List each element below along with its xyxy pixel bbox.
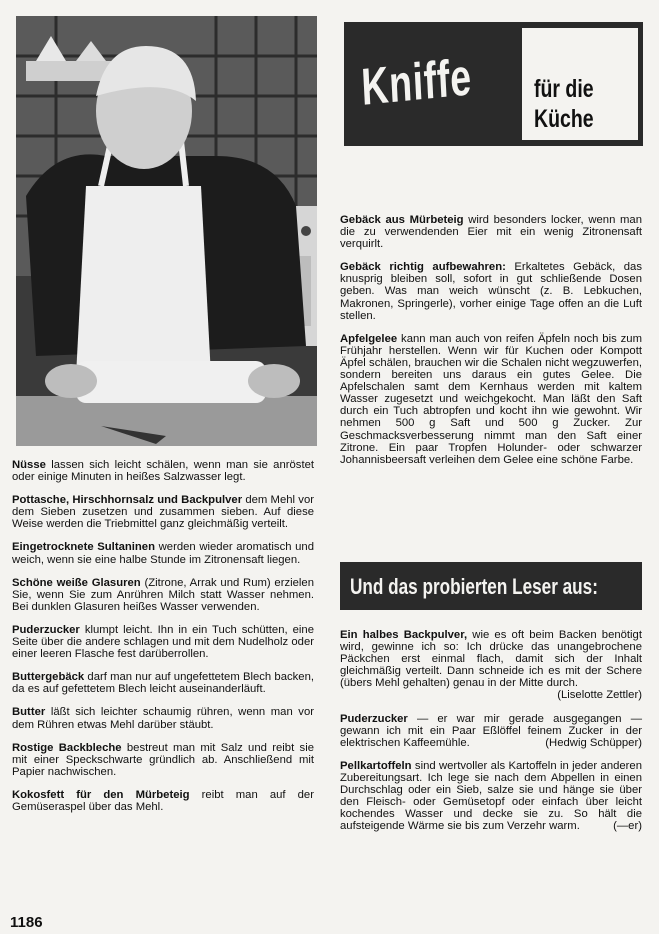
tip-heading: Kokosfett für den Mürbeteig [12, 788, 190, 801]
tip-text: Erkaltetes Gebäck, das knusprig bleiben soll, sofort in gut schließende Dosen geben. Was man weich wünscht (z. B. Lebkuchen, Makronen, Springerle), vorher einige Tage offen an die Luft stellen. [340, 261, 642, 322]
tip-paragraph [12, 789, 314, 813]
tip-paragraph [12, 742, 314, 778]
tip-paragraph [12, 541, 314, 565]
tip-text: dem Mehl vor dem Sieben zusetzen und zusammen sieben. Auf diese Weise werden die Triebmittel ganz gleichmäßig verteilt. [12, 494, 314, 531]
tip-paragraph [340, 214, 642, 250]
tip-heading: Pellkartoffeln [340, 759, 412, 772]
tip-heading: Rostige Backbleche [12, 741, 122, 754]
reader-tips-banner [340, 562, 642, 610]
reader-tip-paragraph [340, 760, 642, 833]
tip-heading: Ein halbes Backpulver, [340, 629, 468, 641]
tip-paragraph [340, 333, 642, 466]
title-box [344, 22, 643, 146]
tip-text: darf man nur auf ungefettetem Blech backen, da es auf gefettetem Blech leicht auseinanderläuft. [12, 671, 314, 696]
tip-text: — er war mir gerade ausgegangen — gewann ich mit ein Paar Eßlöffel feinem Zucker in der elektrischen Kaffeemühle. [340, 712, 642, 749]
tip-heading: Schöne weiße Glasuren [12, 576, 141, 589]
tip-heading: Gebäck richtig aufbewahren: [340, 261, 506, 274]
tip-text: klumpt leicht. Ihn in ein Tuch schütten, eine Seite über die andere schlagen und mit dem Nudelholz oder einer leeren Flasche fest darüberrollen. [12, 623, 314, 661]
tip-heading: Puderzucker [12, 623, 80, 636]
tip-text: lassen sich leicht schälen, wenn man sie anröstet oder einige Minuten in heißes Salzwasser legt. [12, 459, 314, 484]
reader-tips-heading: Und das probierten Leser aus: [350, 574, 598, 599]
tip-heading: Eingetrocknete Sultaninen [12, 541, 155, 554]
tip-heading: Apfelgelee [340, 332, 398, 345]
tip-signature: (Hedwig Schüpper) [545, 736, 642, 749]
reader-tip-paragraph [340, 713, 642, 749]
tip-text: (Zitrone, Arrak und Rum) erzielen Sie, wenn Sie zum Anrühren Milch statt Wasser nehmen. Bei dunklen Glasuren heißes Wasser verwenden. [12, 576, 314, 613]
tip-text: sind wertvoller als Kartoffeln in jeder anderen Zubereitungsart. Ich lege sie nach dem Abpellen in einen Durchschlag oder ein Sieb, salze sie und hänge sie über den Fleisch- oder Gemüsetopf oder einfach über leicht kochendes Wasser und decke sie zu. So hält die aufsteigende Wärme sie bis zum Verzehr warm. [340, 759, 642, 833]
tip-paragraph [340, 261, 642, 321]
tip-paragraph [12, 494, 314, 530]
photo-boy-rolling-dough [16, 16, 317, 446]
tip-text: läßt sich leichter schaumig rühren, wenn man vor dem Rühren etwas Mehl darüber stäubt. [12, 706, 314, 731]
page-number: 1186 [10, 914, 43, 931]
tip-paragraph [12, 459, 314, 483]
tip-heading: Gebäck aus Mürbeteig [340, 214, 464, 226]
left-tips-column [12, 459, 314, 824]
tip-text: kann man auch von reifen Äpfeln noch bis zum Frühjahr herstellen. Wenn wir für Kuchen oder Kompott Äpfel schälen, brauchen wir die Schalen nicht wegzuwerfen, sondern bereiten uns daraus ein gutes Gelee. Die Apfelschalen samt dem Kernhaus werden mit kaltem Wasser zugesetzt und weichgekocht. Man läßt den Saft durch ein Tuch abtropfen und kocht ihn wie gewohnt. Wir nehmen 500 g Saft und 500 g Zucker. Zur Geschmacksverbesserung nimmt man den Saft einer Zitrone. Ein paar Tropfen Holunder- oder schwarzer Johannisbeersaft verleihen dem Gelee eine schöne Farbe. [340, 332, 642, 466]
tip-heading: Buttergebäck [12, 671, 85, 684]
tip-paragraph [12, 577, 314, 613]
tip-heading: Puderzucker [340, 712, 408, 725]
right-tips-column [340, 214, 642, 477]
tip-heading: Butter [12, 706, 46, 719]
tip-signature: (—er) [613, 820, 642, 833]
tip-text: wird besonders locker, wenn man die zu verwendenden Eier mit ein wenig Zitronensaft verquirlt. [340, 214, 642, 251]
reader-tips-column [340, 629, 642, 843]
tip-heading: Nüsse [12, 459, 46, 471]
tip-heading: Pottasche, Hirschhornsalz und Backpulver [12, 494, 243, 507]
tip-text: werden wieder aromatisch und weich, wenn sie eine halbe Stunde im Zitronensaft liegen. [12, 541, 314, 566]
page-subtitle: für die Küche [534, 75, 594, 133]
tip-paragraph [12, 671, 314, 695]
tip-text: bestreut man mit Salz und reibt sie mit einer Speckschwarte gründlich ab. Anschließend mit Papier nachwischen. [12, 741, 314, 778]
title-subtitle-box [522, 28, 638, 140]
tip-text: wie es oft beim Backen benötigt wird, gewinne ich so: Ich drücke das unangebrochene Päckchen erst einmal flach, damit sich der Inhalt gleichmäßig verteilt. Dann schneide ich es mit der Schere (übers Mehl gehalten) genau in der Mitte durch. [340, 629, 642, 690]
tip-paragraph [12, 706, 314, 730]
reader-tip-paragraph [340, 629, 642, 702]
photo-illustration [16, 16, 317, 446]
tip-paragraph [12, 624, 314, 660]
tip-signature: (Liselotte Zettler) [557, 689, 642, 702]
tip-text: reibt man auf der Gemüseraspel über das Mehl. [12, 788, 314, 813]
page-title: Kniffe [360, 48, 474, 117]
